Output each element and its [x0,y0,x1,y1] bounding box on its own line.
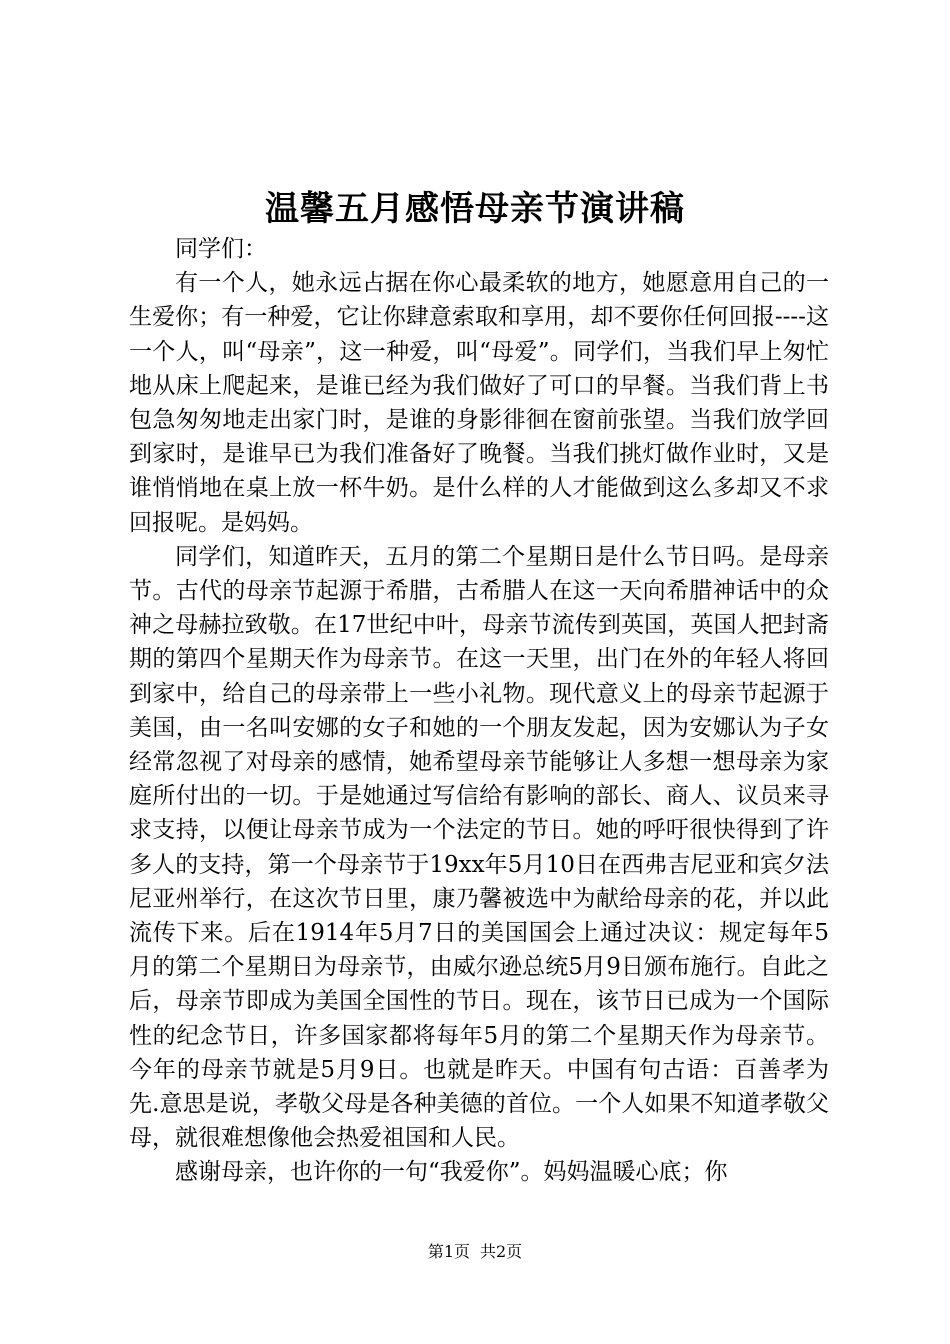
greeting: 同学们： [175,236,267,262]
paragraph-2: 同学们，知道昨天，五月的第二个星期日是什么节日吗。是母亲节。古代的母亲节起源于希腊，古希腊人在这一天向希腊神话中的众神之母赫拉致敬。在17世纪中叶，母亲节流传到英国，英国人把封斋期的第四个星期天作为母亲节。在这一天里，出门在外的年轻人将回到家中，给自己的母亲带上一些小礼物。现代意义上的母亲节起源于美国，由一名叫安娜的女子和她的一个朋友发起，因为安娜认为子女经常忽视了对母亲的感情，她希望母亲节能够让人多想一想母亲为家庭所付出的一切。于是她通过写信给有影响的部长、商人、议员来寻求支持，以便让母亲节成为一个法定的节日。她的呼吁很快得到了许多人的支持，第一个母亲节于19xx年5月10日在西弗吉尼亚和宾夕法尼亚州举行，在这次节日里，康乃馨被选中为献给母亲的花，并以此流传下来。后在1914年5月7日的美国国会上通过决议：规定每年5月的第二个星期日为母亲节，由威尔逊总统5月9日颁布施行。自此之后，母亲节即成为美国全国性的节日。现在，该节日已成为一个国际性的纪念节日，许多国家都将每年5月的第二个星期天作为母亲节。今年的母亲节就是5月9日。也就是昨天。中国有句古语：百善孝为先.意思是说，孝敬父母是各种美德的首位。一个人如果不知道孝敬父母，就很难想像他会热爱祖国和人民。 [129,543,829,1152]
document-title: 温馨五月感悟母亲节演讲稿 [265,189,685,229]
page-number: 第1页 [427,1242,470,1261]
page-footer [0,1242,950,1262]
paragraph-1: 有一个人，她永远占据在你心最柔软的地方，她愿意用自己的一生爱你；有一种爱，它让你肆意索取和享用，却不要你任何回报----这一个人，叫“母亲”，这一种爱，叫“母爱”。同学们，当我们早上匆忙地从床上爬起来，是谁已经为我们做好了可口的早餐。当我们背上书包急匆匆地走出家门时，是谁的身影徘徊在窗前张望。当我们放学回到家时，是谁早已为我们准备好了晚餐。当我们挑灯做作业时，又是谁悄悄地在桌上放一杯牛奶。是什么样的人才能做到这么多却又不求回报呢。是妈妈。 [129,270,829,536]
paragraph-3: 感谢母亲，也许你的一句“我爱你”。妈妈温暖心底；你 [175,1159,728,1186]
page-total: 共2页 [480,1242,523,1261]
document-body [129,232,829,1190]
